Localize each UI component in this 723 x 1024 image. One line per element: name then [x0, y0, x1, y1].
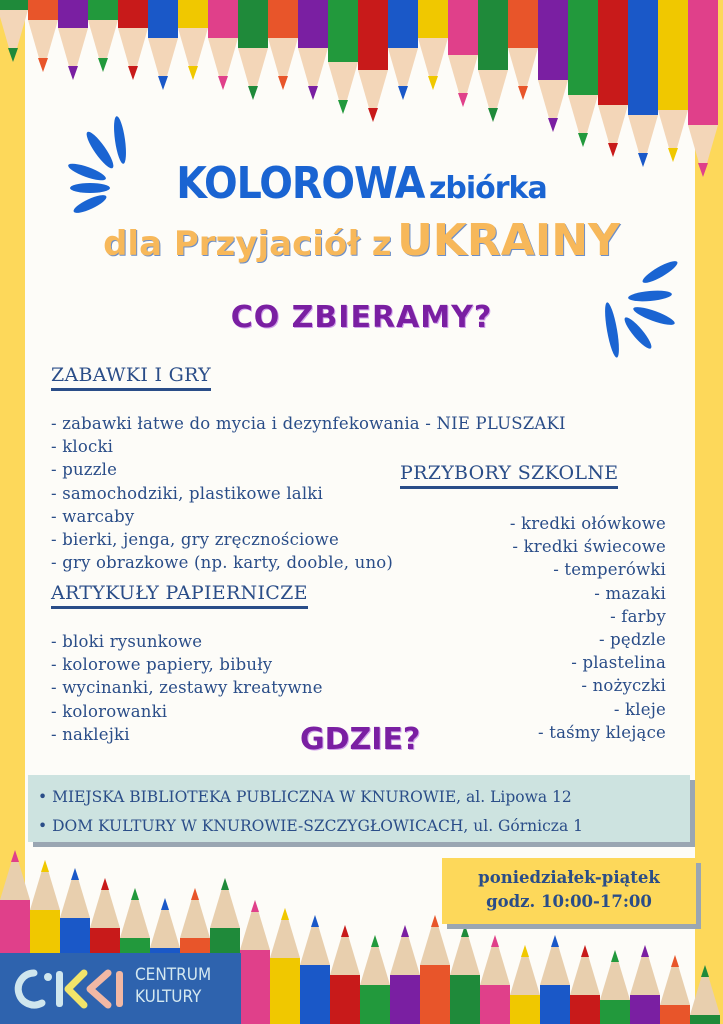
list-item: - wycinanki, zestawy kreatywne	[51, 678, 323, 698]
ckk-logo-icon	[12, 965, 130, 1013]
heading-school: PRZYBORY SZKOLNE	[400, 462, 618, 489]
list-item: - kolorowe papiery, bibuły	[51, 655, 273, 675]
title-zbiorka: zbiórka	[428, 171, 547, 206]
list-item: - kleje	[613, 699, 666, 719]
centrum-kultury-logo	[0, 953, 241, 1024]
question-what: CO ZBIERAMY?	[230, 300, 493, 335]
logo-line-1: CENTRUM	[135, 965, 212, 985]
address-library: • MIEJSKA BIBLIOTEKA PUBLICZNA W KNUROWIE, al. Lipowa 12	[38, 788, 572, 806]
list-item: - taśmy klejące	[538, 722, 666, 742]
list-item: - nożyczki	[581, 676, 666, 696]
list-stationery	[51, 630, 323, 746]
list-item: - warcaby	[51, 506, 135, 526]
list-item: - samochodziki, plastikowe lalki	[51, 483, 323, 503]
title-line-1	[0, 158, 723, 209]
list-item: - bloki rysunkowe	[51, 632, 203, 651]
heading-toys: ZABAWKI I GRY	[51, 364, 211, 391]
list-item: - bierki, jenga, gry zręcznościowe	[51, 530, 339, 550]
heading-stationery: ARTYKUŁY PAPIERNICZE	[51, 582, 308, 609]
list-item: - plastelina	[571, 653, 666, 673]
list-item: - kredki ołówkowe	[509, 514, 666, 533]
hours-days: poniedziałek-piątek	[478, 868, 660, 887]
list-school	[510, 512, 666, 744]
address-box	[28, 775, 690, 842]
list-item: - naklejki	[51, 724, 130, 744]
list-item: - pędzle	[598, 630, 666, 650]
hours-box	[442, 858, 696, 924]
list-item: - puzzle	[51, 460, 118, 480]
list-item: - kredki świecowe	[512, 537, 666, 557]
list-toys	[51, 412, 566, 574]
logo-line-2: KULTURY	[135, 987, 202, 1007]
hours-time: godz. 10:00-17:00	[486, 892, 652, 911]
question-where: GDZIE?	[300, 722, 421, 757]
list-item: - klocki	[51, 437, 114, 457]
list-item: - temperówki	[553, 560, 666, 580]
logo-text	[135, 964, 211, 1008]
title-ukrainy: UKRAINY	[397, 215, 620, 266]
list-item: - farby	[610, 606, 666, 626]
address-culture-house: • DOM KULTURY W KNUROWIE-SZCZYGŁOWICACH, ul. Górnicza 1	[38, 817, 583, 835]
title-kolorowa: KOLOROWA	[176, 158, 425, 209]
list-item: - kolorowanki	[51, 701, 168, 721]
list-item: - mazaki	[594, 583, 666, 603]
list-item: - gry obrazkowe (np. karty, dooble, uno)	[51, 553, 394, 573]
list-item: - zabawki łatwe do mycia i dezynfekowania - NIE PLUSZAKI	[51, 414, 566, 433]
title-dla-przyjaciol: dla Przyjaciół z	[103, 224, 392, 264]
title-line-2	[0, 215, 723, 266]
